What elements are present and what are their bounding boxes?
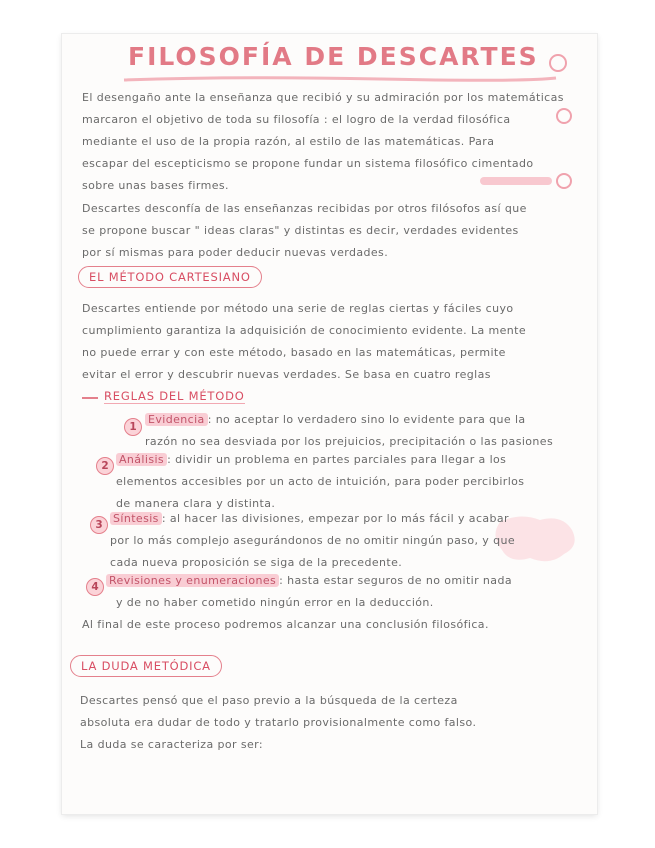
section-heading-duda: LA DUDA METÓDICA (70, 655, 222, 677)
intro-line: El desengaño ante la enseñanza que recibió y su admiración por los matemáticas (82, 91, 564, 104)
paragraph-line: Descartes desconfía de las enseñanzas recibidas por otros filósofos así que (82, 202, 527, 215)
dash-marker-decoration (80, 394, 102, 402)
paragraph-line: por sí mismas para poder deducir nuevas verdades. (82, 246, 389, 259)
rule-term-highlight: Evidencia (145, 413, 208, 426)
rule-item (110, 508, 515, 574)
paragraph-line: La duda se caracteriza por ser: (80, 738, 263, 751)
rule-number-badge: 2 (96, 457, 114, 475)
page-title: FILOSOFÍA DE DESCARTES (128, 42, 539, 71)
rule-term-highlight: Síntesis (110, 512, 162, 525)
rule-number-badge: 1 (124, 418, 142, 436)
rule-text: : dividir un problema en partes parciales para llegar a los (167, 453, 507, 466)
rule-text: de manera clara y distinta. (116, 497, 276, 510)
rule-number-badge: 3 (90, 516, 108, 534)
intro-line: escapar del escepticismo se propone fundar un sistema filosófico cimentado (82, 157, 534, 170)
rule-item (106, 570, 512, 614)
paragraph-line: no puede errar y con este método, basado en las matemáticas, permite (82, 346, 506, 359)
title-circle-decoration (545, 50, 571, 76)
rule-term-highlight: Revisiones y enumeraciones (106, 574, 279, 587)
paragraph-line: Descartes entiende por método una serie de reglas ciertas y fáciles cuyo (82, 302, 514, 315)
paragraph-line: evitar el error y descubrir nuevas verdades. Se basa en cuatro reglas (82, 368, 491, 381)
paragraph-descartes-desconfia (82, 198, 527, 264)
rule-term-highlight: Análisis (116, 453, 167, 466)
rule-text: cada nueva proposición se siga de la precedente. (110, 556, 403, 569)
paragraph-line: se propone buscar " ideas claras" y distintas es decir, verdades evidentes (82, 224, 519, 237)
rule-text: : no aceptar lo verdadero sino lo evidente para que la (207, 413, 526, 426)
subheading-reglas: REGLAS DEL MÉTODO (104, 389, 245, 403)
rule-text: elementos accesibles por un acto de intuición, para poder percibirlos (116, 475, 525, 488)
title-underline-decoration (120, 74, 560, 88)
paragraph-line: absoluta era dudar de todo y tratarlo provisionalmente como falso. (80, 716, 477, 729)
intro-line: marcaron el objetivo de toda su filosofía : el logro de la verdad filosófica (82, 113, 511, 126)
rule-item (145, 409, 553, 453)
margin-marker-decoration (540, 105, 576, 127)
rule-text: razón no sea desviada por los prejuicios, precipitación o las pasiones (145, 435, 554, 448)
intro-line: sobre unas bases firmes. (82, 179, 229, 192)
paragraph-line: cumplimiento garantiza la adquisición de conocimiento evidente. La mente (82, 324, 527, 337)
paragraph-line: Descartes pensó que el paso previo a la búsqueda de la certeza (80, 694, 458, 707)
rule-text: y de no haber cometido ningún error en la deducción. (116, 596, 434, 609)
rule-number-badge: 4 (86, 578, 104, 596)
conclusion-line: Al final de este proceso podremos alcanzar una conclusión filosófica. (82, 618, 489, 631)
rule-text: por lo más complejo asegurándonos de no omitir ningún paso, y que (110, 534, 516, 547)
rule-item (116, 449, 524, 515)
paragraph-duda (80, 690, 476, 756)
paragraph-metodo (82, 298, 526, 386)
rule-text: : al hacer las divisiones, empezar por lo más fácil y acabar (161, 512, 509, 525)
intro-line: mediante el uso de la propia razón, al estilo de las matemáticas. Para (82, 135, 495, 148)
section-heading-metodo: EL MÉTODO CARTESIANO (78, 266, 262, 288)
margin-marker-decoration (478, 170, 578, 192)
rule-text: : hasta estar seguros de no omitir nada (279, 574, 512, 587)
